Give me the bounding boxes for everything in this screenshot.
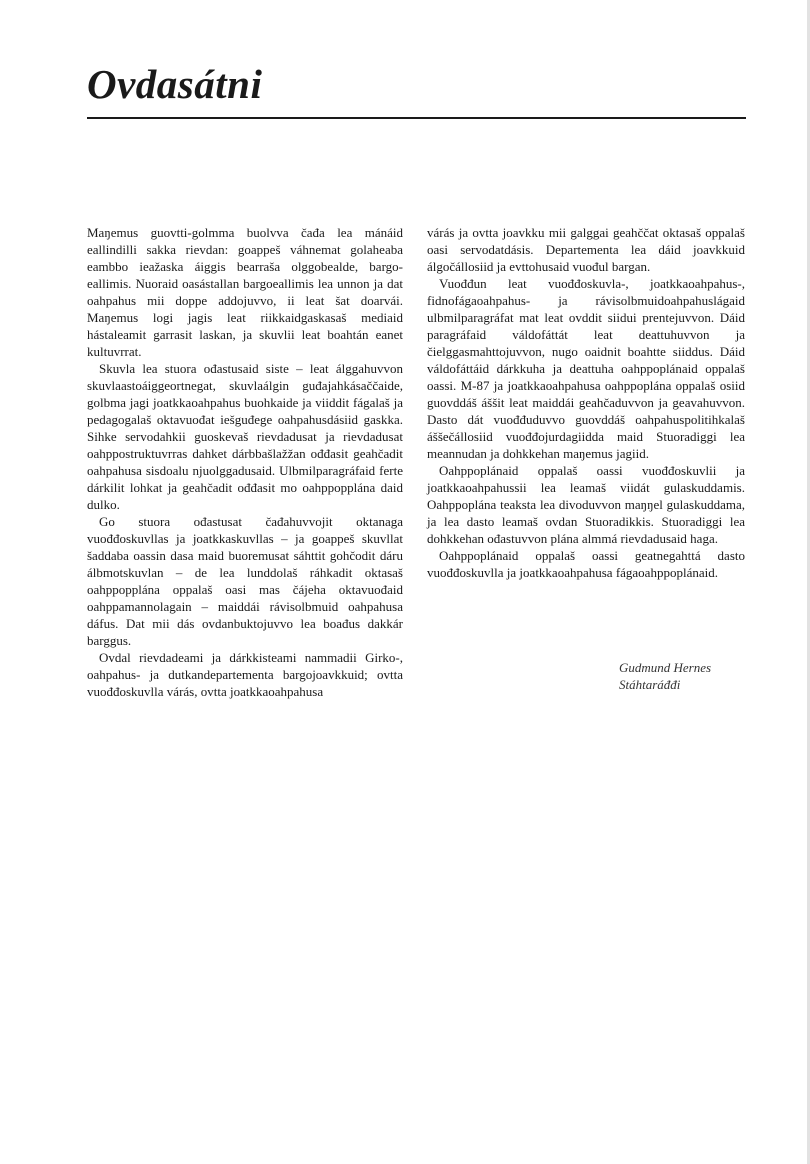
signature-block [619, 659, 711, 693]
signature-name: Gudmund Hernes [619, 660, 712, 675]
right-paragraph-2: Vuođđun leat vuođđoskuvla-, joatkkaoahpahus-, fidnofágaoahpahus- ja rávisolbmuidoahpahuslágaid ulbmilparagráfat mat leat ovddit siidui prentejuvvon. Dáid paragráfaid váldofáttát leat deattuhuvvon ja čielggasmahttojuvvon, nugo oaidnit boahtte siiddus. Dáid váldofáttáid dárkkuha ja deattuha oahppoplánaid oppalaš oassi. M-87 ja joatkkaoahpahusa oahppoplána oppalaš osiid guovddáš áššit leat maiddái geahčaduvvon ja geavahuvvon. Dasto dát vuođđuduvvo guovddáš oahpahuspolitihkalaš áššečállosiid vuođđojurdagiidda maid Stuoradiggi lea meannudan ja dohkkehan maŋemus jagiid. [427, 276, 745, 461]
left-paragraph-1: Maŋemus guovtti-golmma buolvva čađa lea mánáid eallindilli sakka rievdan: goappeš váhnemat golaheaba eambbo ieažaska áiggis bearraša olggobealde, bargo-eallimis. Nuoraid oasástallan bargoeallimis lea unnon ja dat oahpahus mii doppe addojuvvo, ii leat šat doarvái. Maŋemus logi jagis leat riikkaidgaskasaš mediaid hástaleamit garrasit laskan, ja skuvlii leat boahtán eanet kultuvrrat. [87, 225, 403, 359]
right-paragraph-4: Oahppoplánaid oppalaš oassi geatnegahttá dasto vuođđoskuvlla ja joatkkaoahpahusa fágaoahppoplánaid. [427, 548, 745, 580]
left-text-column [87, 224, 403, 700]
page-title: Ovdasátni [87, 61, 263, 107]
right-paragraph-1: várás ja ovtta joavkku mii galggai geahččat oktasaš oppalaš oasi servodatdásis. Departementa lea dáid joavkkuid álgočállosiid ja evttohusaid vuođul bargan. [427, 225, 745, 274]
left-paragraph-4: Ovdal rievdadeami ja dárkkisteami nammadii Girko-, oahpahus- ja dutkandepartementa bargojoavkkuid; ovtta vuođđoskuvlla várás, ovtta joatkkaoahpahusa [87, 650, 403, 699]
left-paragraph-2: Skuvla lea stuora ođastusaid siste – leat álggahuvvon skuvlaastoáiggeortnegat, skuvlaálgin guđajahkásaččaide, golbma jagi joatkkaoahpahus buohkaide ja viiddit fágalaš ja pedagogalaš oktavuođat iešguđege oahpahusdásiid gaskka. Sihke servodahkii guoskevaš rievdadusat ja rievdadusat oahppostruktuvrras dahket dárbbašlažžan ođđasit geahčadit oahpahusa sisdoalu njuolggadusaid. Ulbmilparagráfaid ferte dárkilit lohkat ja geahčadit ođđasit mo oahppopplána daid dulko. [87, 361, 403, 512]
signature-role: Stáhtaráđđi [619, 677, 681, 692]
right-text-column [427, 224, 745, 581]
title-divider [87, 117, 746, 119]
right-paragraph-3: Oahppoplánaid oppalaš oassi vuođđoskuvlii ja joatkkaoahpahussii lea leamaš viidát gulaskuddamis. Oahppoplána teaksta lea divoduvvon maŋŋel gulaskuddama, ja lea dasto leamaš ovdan Stuoradikkis. Stuoradiggi lea dohkkehan ođastuvvon plána almmá rievdadusaid haga. [427, 463, 745, 546]
left-paragraph-3: Go stuora ođastusat čađahuvvojit oktanaga vuođđoskuvllas ja joatkkaskuvllas – ja goappeš skuvllat šaddaba oassin dasa maid buoremusat sáhttit gohčodit dáru álbmotskuvlan – de lea lunddolaš ráhkadit oktasaš oahppopplána oppalaš oasi mas čájeha oktavuođaid oahppamannolagain – maiddái rávisolbmuid oahpahusa dáfus. Dat mii dás ovdanbuktojuvvo lea boađus dakkár barggus. [87, 514, 403, 648]
